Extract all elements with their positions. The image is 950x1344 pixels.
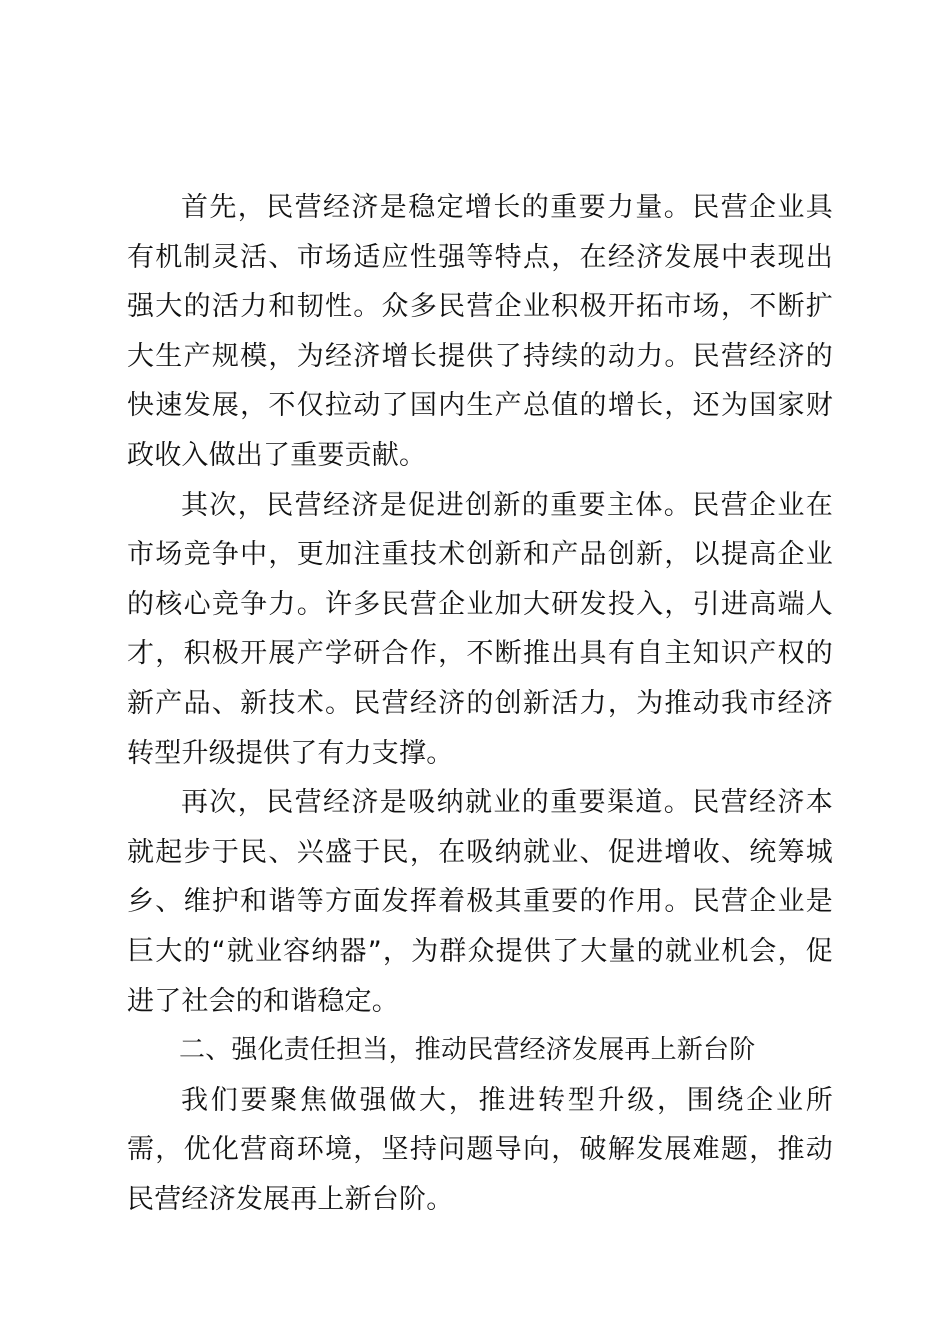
paragraph-closing: 我们要聚焦做强做大，推进转型升级，围绕企业所需，优化营商环境，坚持问题导向，破解发展难题，推动民营经济发展再上新台阶。	[127, 1084, 833, 1215]
section-heading: 二、强化责任担当，推动民营经济发展再上新台阶	[179, 1035, 756, 1066]
paragraph-innovation: 其次，民营经济是促进创新的重要主体。民营企业在市场竞争中，更加注重技术创新和产品创新，以提高企业的核心竞争力。许多民营企业加大研发投入，引进高端人才，积极开展产学研合作，不断推出具有自主知识产权的新产品、新技术。民营经济的创新活力，为推动我市经济转型升级提供了有力支撑。	[127, 489, 833, 769]
paragraph-economic-growth: 首先，民营经济是稳定增长的重要力量。民营企业具有机制灵活、市场适应性强等特点，在经济发展中表现出强大的活力和韧性。众多民营企业积极开拓市场，不断扩大生产规模，为经济增长提供了持续的动力。民营经济的快速发展，不仅拉动了国内生产总值的增长，还为国家财政收入做出了重要贡献。	[127, 192, 833, 471]
document-body	[127, 183, 833, 1224]
paragraph-employment: 再次，民营经济是吸纳就业的重要渠道。民营经济本就起步于民、兴盛于民，在吸纳就业、促进增收、统筹城乡、维护和谐等方面发挥着极其重要的作用。民营企业是巨大的“就业容纳器”，为群众提供了大量的就业机会，促进了社会的和谐稳定。	[127, 787, 833, 1017]
